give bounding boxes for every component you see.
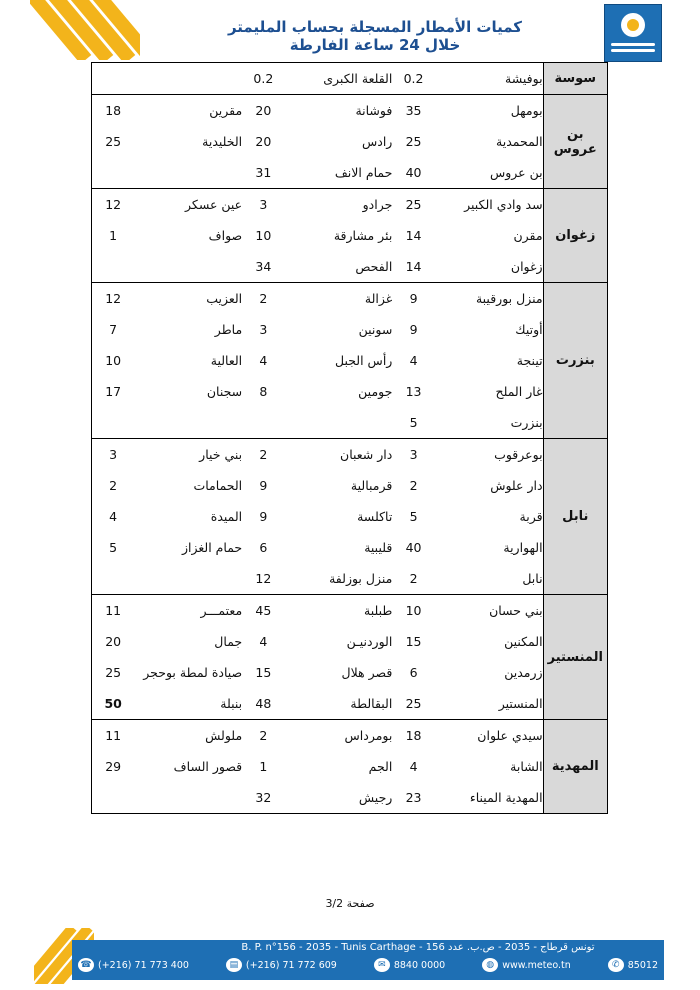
station-name: سجنان <box>206 384 243 399</box>
table-row <box>92 688 608 720</box>
rain-value: 25 <box>405 197 422 212</box>
rain-value: 13 <box>405 384 422 399</box>
rain-value: 4 <box>259 353 268 368</box>
rain-value: 10 <box>255 228 272 243</box>
rain-value: 6 <box>409 665 418 680</box>
rain-value: 25 <box>105 134 122 149</box>
rain-value <box>92 63 135 95</box>
rain-value: 18 <box>405 728 422 743</box>
station-name: حمام الانف <box>285 157 393 189</box>
station-name: بنزرت <box>435 407 543 439</box>
station-name: رادس <box>362 134 393 149</box>
rain-value: 0.2 <box>392 63 434 95</box>
station-name: سد وادي الكبير <box>464 197 543 212</box>
table-row <box>92 407 608 439</box>
station-name: سونين <box>358 322 393 337</box>
station-name: مقرين <box>209 103 243 118</box>
table-row <box>92 751 608 782</box>
station-name: بوعرقوب <box>494 447 543 462</box>
station-name: قرمبالية <box>350 478 393 493</box>
table-row <box>92 782 608 814</box>
rain-value: 2 <box>259 291 268 306</box>
rain-value: 9 <box>409 322 418 337</box>
rain-value: 40 <box>405 540 422 555</box>
station-name: نابل <box>435 563 543 595</box>
station-name: جومين <box>358 384 393 399</box>
table-row <box>92 626 608 657</box>
page-number: صفحة 3/2 <box>325 897 375 910</box>
rain-value: 5 <box>109 540 118 555</box>
rain-value: 12 <box>105 197 122 212</box>
station-name: العالية <box>210 353 243 368</box>
rain-value: 7 <box>109 322 118 337</box>
station-name: عين عسكر <box>185 197 243 212</box>
rain-value <box>92 782 135 814</box>
rain-value: 11 <box>105 603 122 618</box>
table-row <box>92 63 608 95</box>
footer-address: B. P. n°156 - 2035 - Tunis Carthage - تونس قرطاج - 2035 - ص.ب. عدد 156 <box>241 942 595 953</box>
station-name: المحمدية <box>496 134 543 149</box>
rain-value: 3 <box>109 447 118 462</box>
station-name: قصور الساف <box>173 759 243 774</box>
inm-logo-icon <box>604 4 662 62</box>
table-row <box>92 314 608 345</box>
rain-value: 32 <box>242 782 284 814</box>
station-name: بني خيار <box>199 447 243 462</box>
table-row <box>92 95 608 127</box>
rain-value: 3 <box>259 322 268 337</box>
table-row <box>92 283 608 315</box>
rain-value: 8 <box>259 384 268 399</box>
footer-bar <box>72 940 664 980</box>
rain-value: 15 <box>255 665 272 680</box>
rain-value: 2 <box>392 563 434 595</box>
station-name: المهدية الميناء <box>435 782 543 814</box>
governorate-cell: بنزرت <box>543 283 607 439</box>
station-name: بني حسان <box>489 603 543 618</box>
rain-value: 10 <box>105 353 122 368</box>
station-name <box>134 251 242 283</box>
rain-value: 48 <box>242 688 284 720</box>
station-name: زرمدين <box>504 665 543 680</box>
table-row <box>92 657 608 688</box>
station-name: حمام الغزاز <box>181 540 243 555</box>
station-name: منزل بورقيبة <box>475 291 543 306</box>
table-row <box>92 439 608 471</box>
station-name: بوفيشة <box>435 63 543 95</box>
rain-value <box>92 563 135 595</box>
station-name: جمال <box>214 634 243 649</box>
station-name: الشابة <box>510 759 543 774</box>
station-name: المكنين <box>504 634 543 649</box>
station-name: القلعة الكبرى <box>285 63 393 95</box>
table-row <box>92 220 608 251</box>
station-name: الفحص <box>285 251 393 283</box>
station-name: قربة <box>519 509 543 524</box>
rain-value: 3 <box>259 197 268 212</box>
station-name: ماطر <box>214 322 243 337</box>
rain-value: 4 <box>109 509 118 524</box>
rain-value: 0.2 <box>242 63 284 95</box>
rain-value: 2 <box>409 478 418 493</box>
station-name: بنبلة <box>134 688 242 720</box>
table-row <box>92 126 608 157</box>
table-row <box>92 720 608 752</box>
rain-value: 23 <box>392 782 434 814</box>
table-row <box>92 501 608 532</box>
governorate-cell: بن عروس <box>543 95 607 189</box>
rain-value: 25 <box>405 134 422 149</box>
footer-sms: ✆ 85012 <box>608 958 658 972</box>
rain-value: 6 <box>259 540 268 555</box>
rain-value: 50 <box>92 688 135 720</box>
station-name: جرادو <box>362 197 393 212</box>
governorate-cell: سوسة <box>543 63 607 95</box>
table-row <box>92 532 608 563</box>
rain-value: 1 <box>109 228 118 243</box>
table-row <box>92 595 608 627</box>
rainfall-table <box>91 62 608 814</box>
footer <box>34 928 664 984</box>
station-name: فوشانة <box>355 103 393 118</box>
station-name: منزل بوزلفة <box>285 563 393 595</box>
station-name: مقرن <box>513 228 543 243</box>
station-name: رأس الجبل <box>335 353 393 368</box>
rain-value: 5 <box>409 509 418 524</box>
fax-icon: ▤ <box>226 958 242 972</box>
rain-value <box>242 407 284 439</box>
station-name <box>134 407 242 439</box>
governorate-cell: المهدية <box>543 720 607 814</box>
station-name: صواف <box>208 228 243 243</box>
station-name <box>134 782 242 814</box>
rain-value: 15 <box>405 634 422 649</box>
station-name: قليبية <box>364 540 393 555</box>
station-name: الوردنيـن <box>346 634 393 649</box>
station-name: العزيب <box>206 291 243 306</box>
station-name: أوتيك <box>515 322 543 337</box>
rain-value: 1 <box>259 759 268 774</box>
station-name <box>134 157 242 189</box>
station-name: الجم <box>368 759 393 774</box>
rain-value: 2 <box>109 478 118 493</box>
governorate-cell: المنستير <box>543 595 607 720</box>
station-name: غار الملح <box>495 384 543 399</box>
rain-value: 20 <box>255 103 272 118</box>
station-name: رجيش <box>285 782 393 814</box>
station-name: دار علوش <box>490 478 543 493</box>
rain-value: 18 <box>105 103 122 118</box>
station-name: تاكلسة <box>357 509 393 524</box>
station-name: بن عروس <box>435 157 543 189</box>
station-name: تينجة <box>516 353 543 368</box>
rain-value: 9 <box>259 478 268 493</box>
footer-phone: ☎ (+216) 71 773 400 <box>78 958 189 972</box>
rain-value: 25 <box>392 688 434 720</box>
phone-icon: ☎ <box>78 958 94 972</box>
station-name: الميدة <box>210 509 243 524</box>
table-row <box>92 376 608 407</box>
title-line1: كميات الأمطار المسجلة بحساب المليمتر <box>227 18 523 36</box>
rain-value: 45 <box>255 603 272 618</box>
footer-short: ✉ 8840 0000 <box>374 958 445 972</box>
station-name: صيادة لمطة بوحجر <box>143 665 243 680</box>
governorate-cell: نابل <box>543 439 607 595</box>
rain-value: 14 <box>405 228 422 243</box>
rain-value: 29 <box>105 759 122 774</box>
footer-fax: ▤ (+216) 71 772 609 <box>226 958 337 972</box>
station-name: زغوان <box>435 251 543 283</box>
rain-value: 31 <box>242 157 284 189</box>
station-name: دار شعبان <box>340 447 393 462</box>
page-title <box>150 18 600 54</box>
message-icon: ✉ <box>374 958 390 972</box>
rain-value: 25 <box>105 665 122 680</box>
station-name: بومهل <box>510 103 543 118</box>
station-name: طبلبة <box>364 603 393 618</box>
rain-value: 9 <box>409 291 418 306</box>
station-name <box>134 563 242 595</box>
table-row <box>92 345 608 376</box>
station-name: قصر هلال <box>341 665 393 680</box>
table-row <box>92 251 608 283</box>
station-name <box>134 63 242 95</box>
title-line2: خلال 24 ساعة الفارطة <box>289 36 461 54</box>
rain-value: 3 <box>409 447 418 462</box>
station-name <box>285 407 393 439</box>
rain-value <box>92 157 135 189</box>
rain-value: 20 <box>255 134 272 149</box>
station-name: البقالطة <box>285 688 393 720</box>
rain-value: 14 <box>392 251 434 283</box>
rain-value: 5 <box>392 407 434 439</box>
station-name: سيدي علوان <box>477 728 543 743</box>
footer-web[interactable]: ◍ www.meteo.tn <box>482 958 571 972</box>
station-name: بومرداس <box>344 728 393 743</box>
rain-value <box>92 251 135 283</box>
globe-icon: ◍ <box>482 958 498 972</box>
rain-value: 4 <box>409 353 418 368</box>
rain-value: 12 <box>105 291 122 306</box>
station-name: غزالة <box>364 291 393 306</box>
table-row <box>92 157 608 189</box>
rain-value: 4 <box>259 634 268 649</box>
station-name: الحمامات <box>193 478 243 493</box>
rain-value: 34 <box>242 251 284 283</box>
station-name: الخليدية <box>202 134 243 149</box>
station-name: المنستير <box>435 688 543 720</box>
station-name: ملولش <box>205 728 243 743</box>
sms-icon: ✆ <box>608 958 624 972</box>
rain-value: 20 <box>105 634 122 649</box>
station-name: بئر مشارقة <box>333 228 393 243</box>
governorate-cell: زغوان <box>543 189 607 283</box>
station-name: الهوارية <box>503 540 543 555</box>
header-decor-stripes <box>30 0 140 60</box>
rain-value: 2 <box>259 728 268 743</box>
station-name: معتمـــر <box>200 603 243 618</box>
table-row <box>92 189 608 221</box>
rain-value: 2 <box>259 447 268 462</box>
rain-value: 40 <box>392 157 434 189</box>
table-row <box>92 470 608 501</box>
rain-value: 9 <box>259 509 268 524</box>
rain-value: 35 <box>405 103 422 118</box>
rain-value: 17 <box>105 384 122 399</box>
rain-value: 11 <box>105 728 122 743</box>
rain-value <box>92 407 135 439</box>
rain-value: 10 <box>405 603 422 618</box>
table-row <box>92 563 608 595</box>
rain-value: 12 <box>242 563 284 595</box>
rain-value: 4 <box>409 759 418 774</box>
